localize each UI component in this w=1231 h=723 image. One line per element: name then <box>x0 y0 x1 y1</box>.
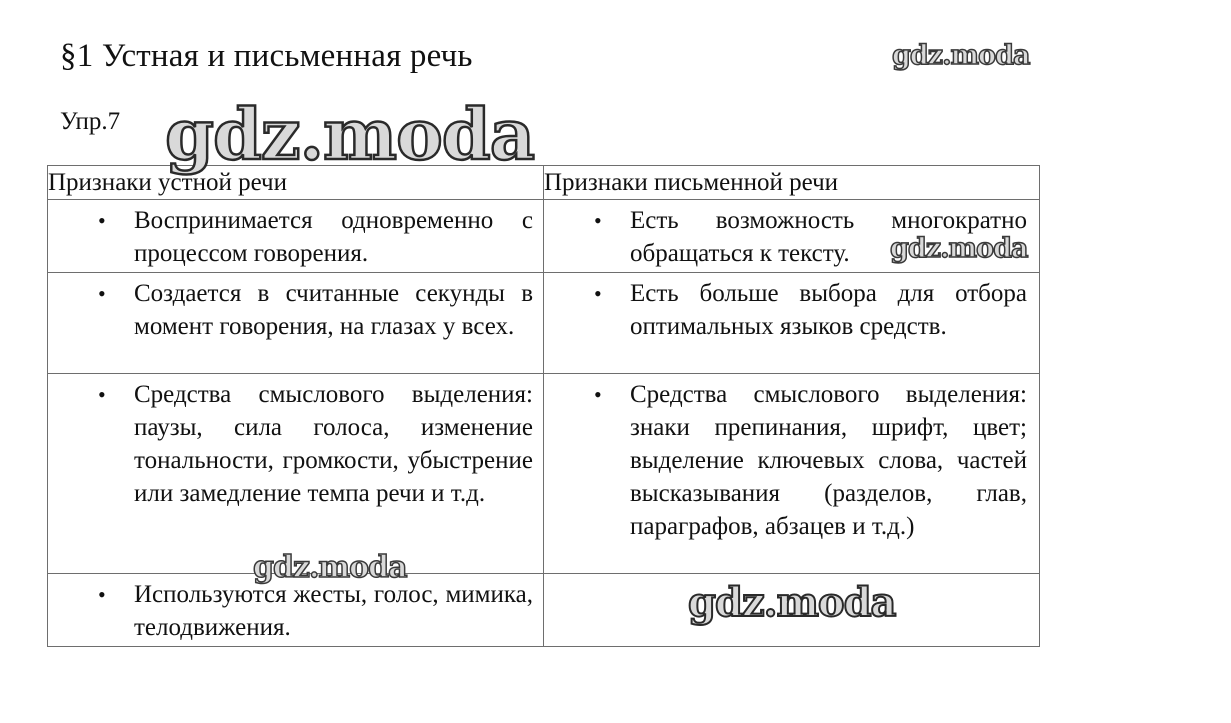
bullet: • <box>98 281 106 306</box>
page-title: §1 Устная и письменная речь <box>60 38 473 74</box>
table-cell-oral <box>48 200 544 273</box>
watermark-logo: gdz.moda <box>253 550 407 585</box>
watermark-logo: gdz.moda <box>890 233 1028 264</box>
column-header-written: Признаки письменной речи <box>544 166 1040 200</box>
bullet: • <box>594 281 602 306</box>
watermark-logo: gdz.moda <box>165 93 535 176</box>
exercise-label: Упр.7 <box>60 108 121 135</box>
cell-text: Используются жесты, голос, мимика, телодвижения. <box>134 581 533 641</box>
cell-text: Средства смыслового выделения: знаки препинания, шрифт, цвет; выделение ключевых слова, частей высказывания (разделов, глав, параграфов, абзацев и т.д.) <box>630 381 1027 540</box>
bullet: • <box>98 208 106 233</box>
cell-text: Воспринимается одновременно с процессом говорения. <box>134 207 533 267</box>
cell-text: Создается в считанные секунды в момент говорения, на глазах у всех. <box>134 280 533 340</box>
cell-text: Есть возможность многократно обращаться к тексту. <box>630 207 1027 267</box>
bullet: • <box>98 382 106 407</box>
cell-text: Средства смыслового выделения: паузы, сила голоса, изменение тональности, громкости, убыстрение или замедление темпа речи и т.д. <box>134 381 533 507</box>
bullet: • <box>594 208 602 233</box>
watermark-logo: gdz.moda <box>688 579 896 626</box>
table-cell-written <box>544 273 1040 374</box>
watermark-logo: gdz.moda <box>892 40 1030 71</box>
table-cell-written <box>544 374 1040 574</box>
bullet: • <box>98 582 106 607</box>
cell-text: Есть больше выбора для отбора оптимальных языков средств. <box>630 280 1027 340</box>
column-header-oral: Признаки устной речи <box>48 166 544 200</box>
bullet: • <box>594 382 602 407</box>
table-cell-oral <box>48 273 544 374</box>
table-row <box>48 374 1040 574</box>
table-row <box>48 273 1040 374</box>
table-cell-oral <box>48 374 544 574</box>
